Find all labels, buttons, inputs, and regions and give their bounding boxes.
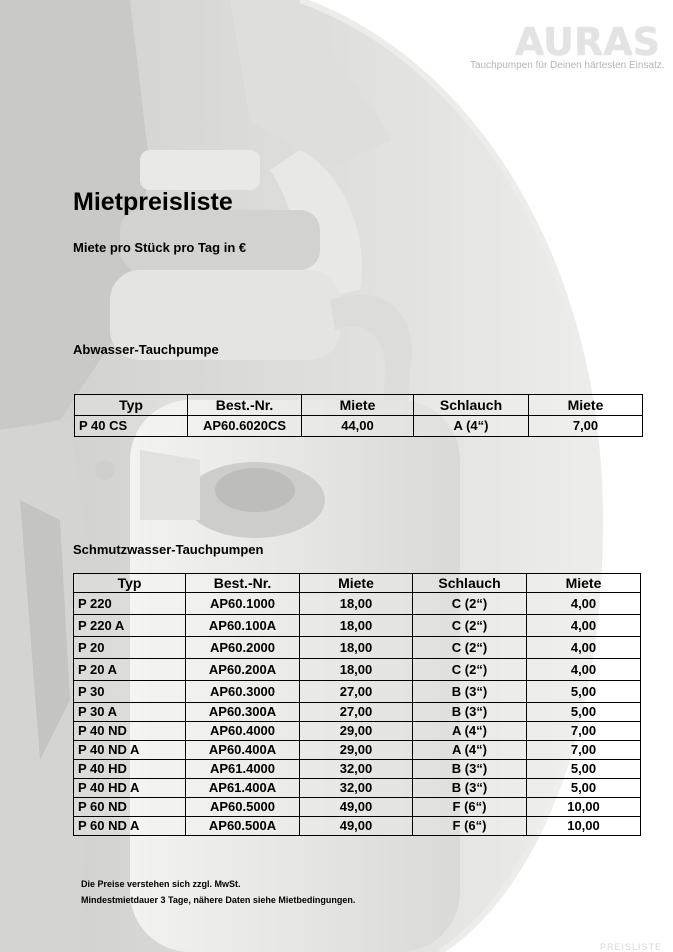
page-title: Mietpreisliste — [73, 188, 233, 216]
column-header: Miete — [529, 395, 643, 416]
table-row — [74, 681, 641, 703]
table-cell: AP60.1000 — [186, 593, 300, 615]
table-cell: AP61.400A — [186, 779, 300, 798]
table-cell: 7,00 — [527, 741, 641, 760]
column-header: Best.-Nr. — [186, 574, 300, 593]
column-header: Typ — [75, 395, 188, 416]
logo-tagline: Tauchpumpen für Deinen härtesten Einsatz. — [470, 60, 665, 71]
table-row — [74, 615, 641, 637]
table-row — [75, 416, 643, 437]
table-row — [74, 659, 641, 681]
note-min-rental: Mindestmietdauer 3 Tage, nähere Daten siehe Mietbedingungen. — [81, 895, 356, 905]
table-row — [74, 703, 641, 722]
table-cell: C (2“) — [413, 659, 527, 681]
table-cell: 10,00 — [527, 798, 641, 817]
table-cell: AP60.300A — [186, 703, 300, 722]
table-cell: AP61.4000 — [186, 760, 300, 779]
section-heading-abwasser: Abwasser-Tauchpumpe — [73, 342, 219, 357]
table-cell: P 20 — [74, 637, 186, 659]
table-cell: AP60.3000 — [186, 681, 300, 703]
section-heading-schmutzwasser: Schmutzwasser-Tauchpumpen — [73, 542, 264, 557]
table-cell: P 30 A — [74, 703, 186, 722]
table-cell: 49,00 — [300, 817, 413, 836]
table-cell: AP60.6020CS — [188, 416, 302, 437]
table-cell: 4,00 — [527, 593, 641, 615]
column-header: Miete — [300, 574, 413, 593]
table-cell: AP60.2000 — [186, 637, 300, 659]
table-cell: P 220 A — [74, 615, 186, 637]
table-cell: B (3“) — [413, 760, 527, 779]
page-subtitle: Miete pro Stück pro Tag in € — [73, 240, 247, 255]
table-cell: 32,00 — [300, 760, 413, 779]
table-cell: 10,00 — [527, 817, 641, 836]
column-header: Best.-Nr. — [188, 395, 302, 416]
table-cell: 4,00 — [527, 659, 641, 681]
table-cell: P 30 — [74, 681, 186, 703]
table-cell: B (3“) — [413, 681, 527, 703]
table-cell: 27,00 — [300, 703, 413, 722]
table-row — [74, 760, 641, 779]
table-header-row — [75, 395, 643, 416]
table-cell: F (6“) — [413, 798, 527, 817]
table-cell: 29,00 — [300, 741, 413, 760]
table-cell: P 40 HD — [74, 760, 186, 779]
column-header: Schlauch — [414, 395, 529, 416]
table-row — [74, 593, 641, 615]
table-cell: 32,00 — [300, 779, 413, 798]
price-table-schmutzwasser — [73, 573, 641, 836]
table-row — [74, 741, 641, 760]
table-cell: P 40 ND A — [74, 741, 186, 760]
table-cell: P 220 — [74, 593, 186, 615]
table-cell: 29,00 — [300, 722, 413, 741]
column-header: Schlauch — [413, 574, 527, 593]
table-cell: AP60.100A — [186, 615, 300, 637]
table-cell: 18,00 — [300, 615, 413, 637]
note-vat: Die Preise verstehen sich zzgl. MwSt. — [81, 879, 241, 889]
table-cell: AP60.5000 — [186, 798, 300, 817]
table-cell: 44,00 — [302, 416, 414, 437]
auras-logo: AURAS — [514, 20, 660, 64]
table-cell: 27,00 — [300, 681, 413, 703]
table-cell: 18,00 — [300, 593, 413, 615]
table-cell: C (2“) — [413, 637, 527, 659]
table-cell: P 60 ND A — [74, 817, 186, 836]
table-row — [74, 798, 641, 817]
table-cell: 5,00 — [527, 703, 641, 722]
table-cell: 49,00 — [300, 798, 413, 817]
table-cell: B (3“) — [413, 779, 527, 798]
table-row — [74, 637, 641, 659]
table-cell: B (3“) — [413, 703, 527, 722]
table-cell: AP60.4000 — [186, 722, 300, 741]
table-cell: 5,00 — [527, 681, 641, 703]
table-cell: C (2“) — [413, 593, 527, 615]
table-cell: 5,00 — [527, 779, 641, 798]
table-cell: P 40 CS — [75, 416, 188, 437]
table-row — [74, 817, 641, 836]
table-row — [74, 779, 641, 798]
table-cell: A (4“) — [414, 416, 529, 437]
table-cell: 18,00 — [300, 637, 413, 659]
table-cell: 7,00 — [529, 416, 643, 437]
table-cell: C (2“) — [413, 615, 527, 637]
table-cell: AP60.400A — [186, 741, 300, 760]
table-cell: AP60.500A — [186, 817, 300, 836]
table-cell: P 40 HD A — [74, 779, 186, 798]
table-cell: 5,00 — [527, 760, 641, 779]
table-cell: 4,00 — [527, 637, 641, 659]
table-cell: A (4“) — [413, 741, 527, 760]
footer-label: PREISLISTE — [600, 942, 663, 952]
price-table-abwasser — [74, 394, 643, 437]
table-cell: P 20 A — [74, 659, 186, 681]
column-header: Miete — [527, 574, 641, 593]
table-cell: P 60 ND — [74, 798, 186, 817]
column-header: Typ — [74, 574, 186, 593]
table-cell: 7,00 — [527, 722, 641, 741]
table-cell: A (4“) — [413, 722, 527, 741]
table-row — [74, 722, 641, 741]
table-cell: 4,00 — [527, 615, 641, 637]
table-cell: F (6“) — [413, 817, 527, 836]
table-cell: 18,00 — [300, 659, 413, 681]
table-cell: P 40 ND — [74, 722, 186, 741]
table-header-row — [74, 574, 641, 593]
table-cell: AP60.200A — [186, 659, 300, 681]
column-header: Miete — [302, 395, 414, 416]
